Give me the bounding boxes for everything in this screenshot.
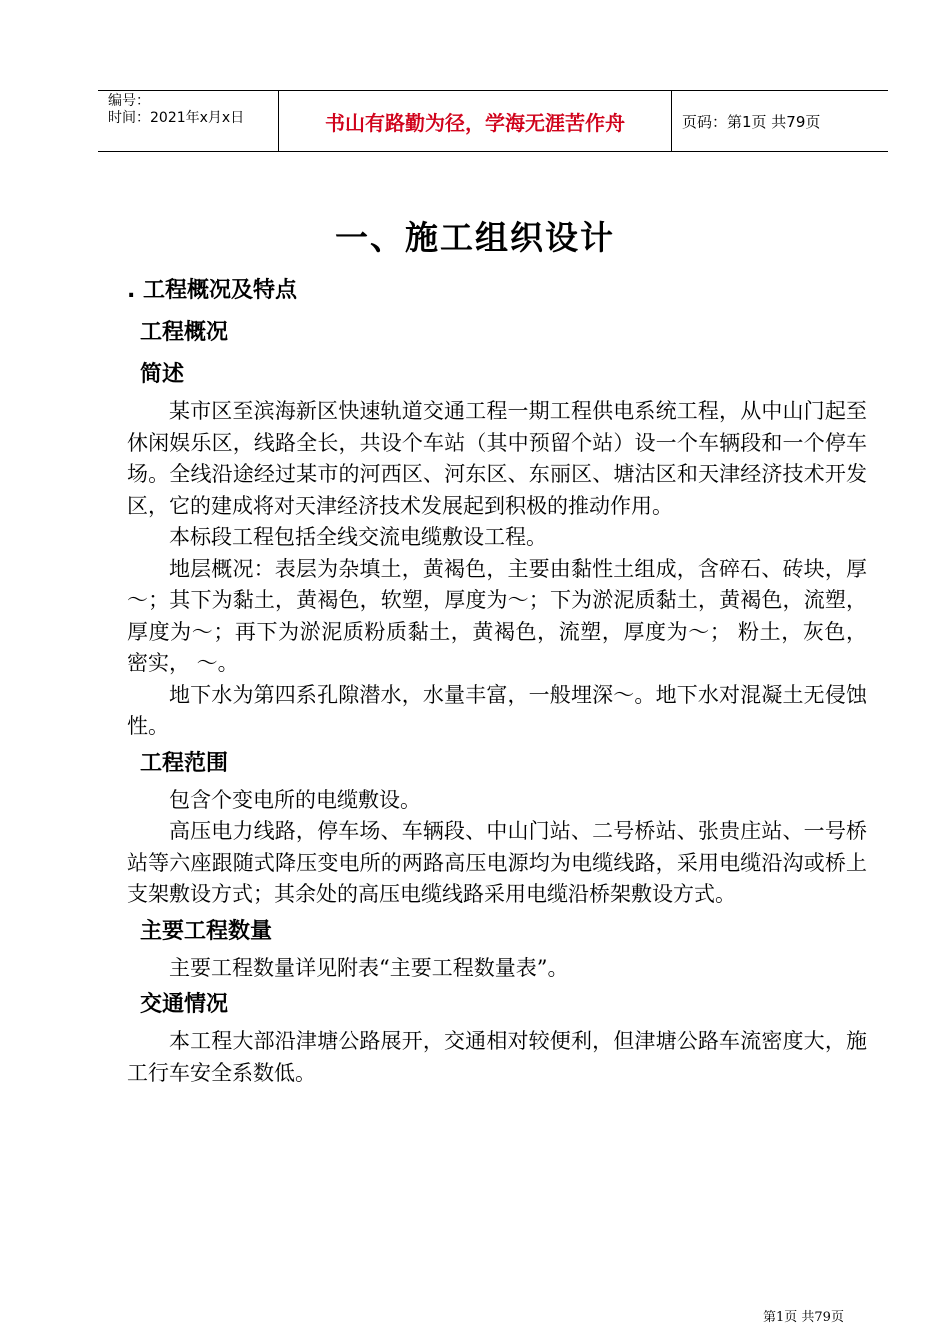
- body-paragraph: 本标段工程包括全线交流电缆敷设工程。: [169, 525, 547, 549]
- page-header: [98, 90, 888, 152]
- subsection-heading: 工程概况: [140, 320, 229, 345]
- subsection-heading: 简述: [140, 362, 185, 387]
- header-divider: [671, 91, 672, 151]
- body-paragraph: 某市区至滨海新区快速轨道交通工程一期工程供电系统工程，从中山门起至休闲娱乐区，线路全长，共设个车站（其中预留个站）设一个车辆段和一个停车场。全线沿途经过某市的河西区、河东区、东丽区、塘沽区和天津经济技术开发区，它的建成将对天津经济技术发展起到积极的推动作用。: [127, 399, 867, 518]
- header-motto: 书山有路勤为径，学海无涯苦作舟: [325, 110, 625, 135]
- header-time-label: 时间：2021年x月x日: [108, 110, 245, 126]
- subsection-heading: 交通情况: [140, 992, 229, 1017]
- section-heading: . 工程概况及特点: [127, 278, 298, 303]
- document-body: [127, 270, 867, 1089]
- subsection-heading: 主要工程数量: [140, 918, 273, 944]
- body-paragraph: 地层概况：表层为杂填土，黄褐色，主要由黏性土组成，含碎石、砖块，厚～；其下为黏土，黄褐色，软塑，厚度为～；下为淤泥质黏土，黄褐色，流塑，厚度为～；再下为淤泥质粉质黏土，黄褐色，流塑，厚度为～； 粉土，灰色，密实， ～。: [127, 556, 867, 675]
- body-paragraph: 地下水为第四系孔隙潜水，水量丰富，一般埋深～。地下水对混凝土无侵蚀性。: [127, 682, 867, 738]
- body-paragraph: 高压电力线路，停车场、车辆段、中山门站、二号桥站、张贵庄站、一号桥站等六座跟随式降压变电所的两路高压电源均为电缆线路，采用电缆沿沟或桥上支架敷设方式；其余处的高压电缆线路采用电缆沿桥架敷设方式。: [127, 819, 867, 906]
- body-paragraph: 本工程大部沿津塘公路展开，交通相对较便利，但津塘公路车流密度大，施工行车安全系数低。: [127, 1029, 867, 1085]
- body-paragraph: 主要工程数量详见附表“主要工程数量表”。: [169, 955, 569, 980]
- page-footer: 第1页 共79页: [763, 1310, 844, 1325]
- document-title: 一、施工组织设计: [335, 218, 615, 257]
- subsection-heading: 工程范围: [140, 750, 229, 776]
- header-meta: [108, 93, 278, 127]
- header-number-label: 编号：: [108, 93, 150, 109]
- header-page-info: 页码：第1页 共79页: [682, 112, 821, 131]
- body-paragraph: 包含个变电所的电缆敷设。: [169, 787, 421, 812]
